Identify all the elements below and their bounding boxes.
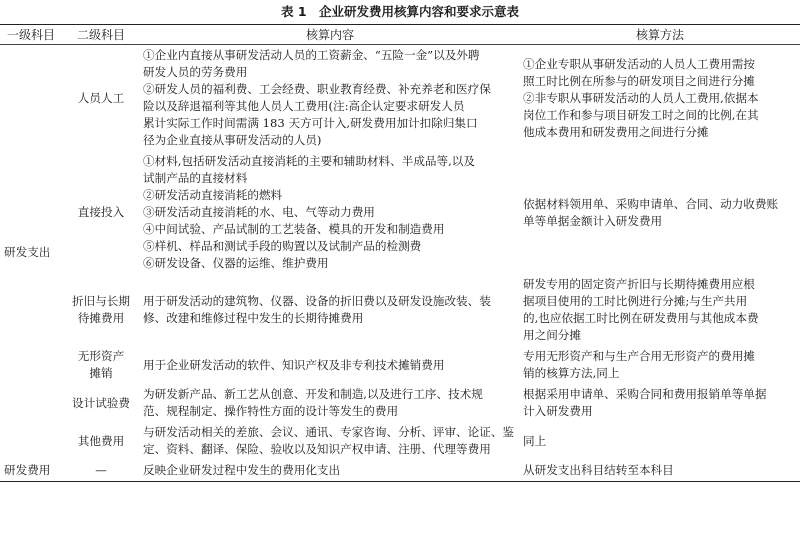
level2-line: 直接投入 <box>77 205 125 219</box>
table-row <box>0 346 800 384</box>
method-cell <box>520 346 800 384</box>
method-line: 研发专用的固定资产折旧与长期待摊费用应根 <box>523 277 755 291</box>
content-cell <box>140 422 520 460</box>
content-line: ③研发活动直接消耗的水、电、气等动力费用 <box>143 205 375 219</box>
content-cell <box>140 274 520 346</box>
table-row <box>0 45 800 152</box>
content-line: 累计实际工作时间需满 183 天方可计入,研发费用加计扣除归集口 <box>143 116 478 130</box>
method-cell <box>520 422 800 460</box>
content-cell <box>140 151 520 274</box>
table-title: 表 1 企业研发费用核算内容和要求示意表 <box>280 4 520 19</box>
method-line: 用之间分摊 <box>523 328 581 342</box>
method-cell <box>520 274 800 346</box>
content-line: 为研发新产品、新工艺从创意、开发和制造,以及进行工序、技术规 <box>143 387 483 401</box>
method-line: 照工时比例在所参与的研发项目之间进行分摊 <box>523 73 755 88</box>
header-level2: 二级科目 <box>62 25 140 45</box>
method-cell <box>520 151 800 274</box>
method-line: ②非专职从事研发活动的人员人工费用,依据本 <box>523 90 759 105</box>
content-line: ①企业内直接从事研发活动人员的工资薪金、“五险一金”以及外聘 <box>143 48 480 62</box>
method-line: 同上 <box>523 433 547 448</box>
content-cell <box>140 384 520 422</box>
method-line: 销的核算方法,同上 <box>523 366 620 380</box>
content-line: 与研发活动相关的差旅、会议、通讯、专家咨询、分析、评审、论证、鉴 <box>143 425 515 439</box>
level2-line: 摊销 <box>89 366 113 380</box>
method-line: 据项目使用的工时比例进行分摊;与生产共用 <box>523 294 748 308</box>
method-line: 他成本费用和研发费用之间进行分摊 <box>523 124 709 139</box>
method-line: 岗位工作和参与项目研发工时之间的比例,在其 <box>523 107 759 122</box>
table-row-final <box>0 460 800 482</box>
content-line: ⑤样机、样品和测试手段的购置以及试制产品的检测费 <box>143 239 422 253</box>
method-line: 单等单据金额计入研发费用 <box>523 213 663 228</box>
content-cell-final: 反映企业研发过程中发生的费用化支出 <box>140 460 520 482</box>
level2-cell <box>62 274 140 346</box>
content-line: 径为企业直接从事研发活动的人员) <box>143 133 322 147</box>
table-body <box>0 45 800 482</box>
rd-expense-table <box>0 24 800 482</box>
level2-line: 无形资产 <box>77 349 125 363</box>
method-cell <box>520 45 800 152</box>
content-line: ②研发人员的福利费、工会经费、职业教育经费、补充养老和医疗保 <box>143 82 491 96</box>
table-row <box>0 422 800 460</box>
level2-cell <box>62 151 140 274</box>
content-line: ④中间试验、产品试制的工艺装备、模具的开发和制造费用 <box>143 222 445 236</box>
level2-line: 其他费用 <box>77 433 125 448</box>
method-line: ①企业专职从事研发活动的人员人工费用需按 <box>523 56 755 71</box>
header-level1: 一级科目 <box>0 25 62 45</box>
content-line: ②研发活动直接消耗的燃料 <box>143 188 283 202</box>
method-line: 专用无形资产和与生产合用无形资产的费用摊 <box>523 349 755 363</box>
content-cell <box>140 45 520 152</box>
header-method: 核算方法 <box>520 25 800 45</box>
content-line: 用于企业研发活动的软件、知识产权及非专利技术摊销费用 <box>143 357 445 372</box>
content-line: ⑥研发设备、仪器的运维、维护费用 <box>143 256 329 270</box>
table-row <box>0 274 800 346</box>
content-line: 用于研发活动的建筑物、仪器、设备的折旧费以及研发设施改装、装 <box>143 294 491 308</box>
table-row <box>0 151 800 274</box>
header-row <box>0 25 800 45</box>
level2-line: 待摊费用 <box>77 311 125 325</box>
content-line: 定、资料、翻译、保险、验收以及知识产权申请、注册、代理等费用 <box>143 442 491 456</box>
method-cell <box>520 384 800 422</box>
content-line: 范、规程制定、操作特性方面的设计等发生的费用 <box>143 404 399 418</box>
method-line: 的,也应依据工时比例在研发费用与其他成本费 <box>523 311 759 325</box>
content-line: ①材料,包括研发活动直接消耗的主要和辅助材料、半成品等,以及 <box>143 154 475 168</box>
method-line: 根据采用申请单、采购合同和费用报销单等单据 <box>523 387 767 401</box>
content-line: 修、改建和维修过程中发生的长期待摊费用 <box>143 311 364 325</box>
level1-cell-final: 研发费用 <box>0 460 62 482</box>
method-cell-final: 从研发支出科目结转至本科目 <box>520 460 800 482</box>
table-row <box>0 384 800 422</box>
level2-cell <box>62 422 140 460</box>
content-line: 险以及辞退福利等其他人员人工费用(注:高企认定要求研发人员 <box>143 99 465 113</box>
method-line: 依据材料领用单、采购申请单、合同、动力收费账 <box>523 196 779 211</box>
content-cell <box>140 346 520 384</box>
content-line: 试制产品的直接材料 <box>143 171 248 185</box>
level2-line: 设计试验费 <box>72 395 130 410</box>
level2-cell <box>62 346 140 384</box>
level2-cell-final: — <box>62 460 140 482</box>
level2-cell <box>62 45 140 152</box>
content-line: 研发人员的劳务费用 <box>143 65 248 79</box>
level2-line: 折旧与长期 <box>72 294 130 308</box>
level2-cell <box>62 384 140 422</box>
level1-cell: 研发支出 <box>4 245 51 259</box>
header-content: 核算内容 <box>140 25 520 45</box>
level2-line: 人员人工 <box>77 90 125 105</box>
method-line: 计入研发费用 <box>523 404 593 418</box>
